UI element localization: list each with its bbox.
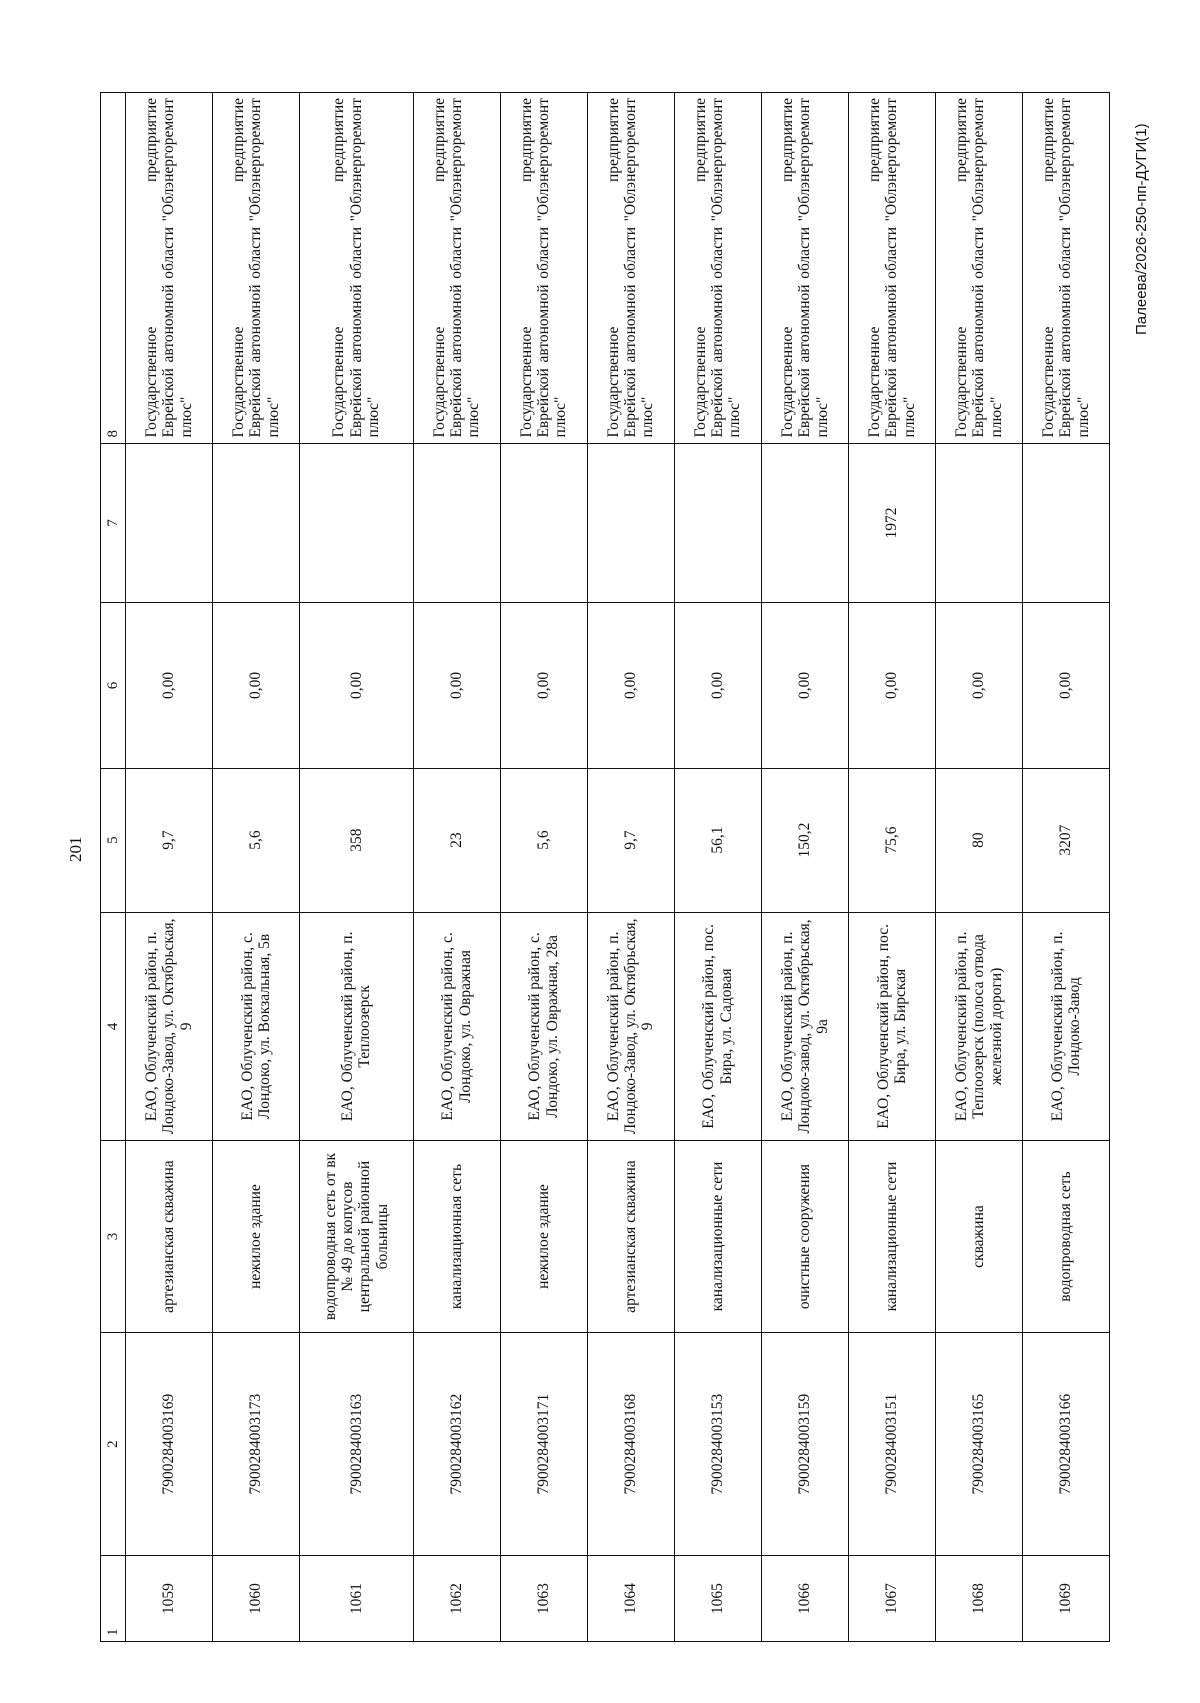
holder-word: Государственное [952, 326, 970, 438]
registry-table [100, 92, 1110, 1642]
row-number-cell: 1065 [674, 1556, 761, 1642]
table-row [761, 93, 848, 1642]
table-row [126, 93, 213, 1642]
table-row [935, 93, 1022, 1642]
year-cell [300, 443, 414, 603]
value-cell: 0,00 [587, 603, 674, 768]
value-cell: 0,00 [761, 603, 848, 768]
year-cell [935, 443, 1022, 603]
holder-rest: Еврейской автономной области "Облэнергоремонт плюс" [796, 98, 831, 438]
address-cell: ЕАО, Облученский район, с. Лондоко, ул. Овражная, 28а [500, 912, 587, 1141]
page-number: 201 [66, 836, 85, 862]
year-cell [587, 443, 674, 603]
size-cell: 9,7 [587, 768, 674, 912]
registry-id-cell: 7900284003173 [213, 1332, 300, 1555]
row-number-cell: 1069 [1022, 1556, 1109, 1642]
size-cell: 5,6 [500, 768, 587, 912]
table-row [1022, 93, 1109, 1642]
holder-word: предприятие [430, 98, 448, 183]
registry-id-cell: 7900284003168 [587, 1332, 674, 1555]
value-cell: 0,00 [413, 603, 500, 768]
holder-line-1 [431, 98, 448, 438]
table-row [587, 93, 674, 1642]
table-row [413, 93, 500, 1642]
year-cell [413, 443, 500, 603]
row-number-cell: 1064 [587, 1556, 674, 1642]
year-cell [674, 443, 761, 603]
holder-word: предприятие [1039, 98, 1057, 183]
holder-rest: Еврейской автономной области "Облэнергоремонт плюс" [347, 98, 383, 438]
value-cell: 0,00 [935, 603, 1022, 768]
column-number: 7 [101, 443, 126, 603]
holder-word: предприятие [604, 98, 622, 183]
row-number-cell: 1061 [300, 1556, 414, 1642]
object-name-cell: очистные сооружения [761, 1141, 848, 1333]
address-cell: ЕАО, Облученский район, п. Лондоко-завод, ул. Октябрьская, 9а [761, 912, 848, 1141]
table-row [500, 93, 587, 1642]
holder-rest: Еврейской автономной области "Облэнергоремонт плюс" [447, 98, 483, 438]
holder-cell [300, 93, 414, 444]
registry-id-cell: 7900284003159 [761, 1332, 848, 1555]
holder-word: предприятие [778, 98, 796, 183]
row-number-cell: 1062 [413, 1556, 500, 1642]
address-cell: ЕАО, Облученский район, п. Лондоко-Завод [1022, 912, 1109, 1141]
holder-rest: Еврейской автономной области "Облэнергоремонт плюс" [1057, 98, 1092, 438]
row-number-cell: 1067 [848, 1556, 935, 1642]
holder-word: предприятие [952, 98, 970, 183]
row-number-cell: 1063 [500, 1556, 587, 1642]
holder-rest: Еврейской автономной области "Облэнергоремонт плюс" [622, 98, 657, 438]
holder-rest: Еврейской автономной области "Облэнергоремонт плюс" [709, 98, 744, 438]
address-cell: ЕАО, Облученский район, п. Теплоозерск [300, 912, 414, 1141]
object-name-cell: нежилое здание [500, 1141, 587, 1333]
holder-rest: Еврейской автономной области "Облэнергоремонт плюс" [535, 98, 570, 438]
year-cell [500, 443, 587, 603]
table-row [674, 93, 761, 1642]
holder-cell [213, 93, 300, 444]
year-cell [761, 443, 848, 603]
value-cell: 0,00 [848, 603, 935, 768]
holder-line-1 [866, 98, 883, 438]
size-cell: 358 [300, 768, 414, 912]
holder-line-1 [692, 98, 709, 438]
holder-cell [674, 93, 761, 444]
column-number: 4 [101, 912, 126, 1141]
table-row [848, 93, 935, 1642]
holder-rest: Еврейской автономной области "Облэнергоремонт плюс" [970, 98, 1005, 438]
address-cell: ЕАО, Облученский район, пос. Бира, ул. Бирская [848, 912, 935, 1141]
holder-word: Государственное [1039, 326, 1057, 438]
holder-word: предприятие [865, 98, 883, 183]
registry-id-cell: 7900284003171 [500, 1332, 587, 1555]
size-cell: 23 [413, 768, 500, 912]
holder-word: Государственное [330, 326, 348, 438]
registry-id-cell: 7900284003169 [126, 1332, 213, 1555]
holder-word: предприятие [142, 98, 160, 183]
size-cell: 3207 [1022, 768, 1109, 912]
registry-id-cell: 7900284003166 [1022, 1332, 1109, 1555]
year-cell [213, 443, 300, 603]
year-cell: 1972 [848, 443, 935, 603]
column-number: 6 [101, 603, 126, 768]
value-cell: 0,00 [126, 603, 213, 768]
column-number: 3 [101, 1141, 126, 1333]
holder-word: Государственное [142, 326, 160, 438]
size-cell: 80 [935, 768, 1022, 912]
holder-word: предприятие [691, 98, 709, 183]
registry-id-cell: 7900284003153 [674, 1332, 761, 1555]
holder-line-1 [230, 98, 247, 438]
year-cell [1022, 443, 1109, 603]
holder-cell [1022, 93, 1109, 444]
registry-table-container [100, 92, 1110, 1642]
year-cell [126, 443, 213, 603]
size-cell: 5,6 [213, 768, 300, 912]
holder-word: предприятие [330, 98, 348, 183]
holder-line-1 [330, 98, 347, 438]
size-cell: 56,1 [674, 768, 761, 912]
holder-line-1 [1040, 98, 1057, 438]
holder-cell [761, 93, 848, 444]
value-cell: 0,00 [674, 603, 761, 768]
value-cell: 0,00 [300, 603, 414, 768]
row-number-cell: 1060 [213, 1556, 300, 1642]
object-name-cell: нежилое здание [213, 1141, 300, 1333]
address-cell: ЕАО, Облученский район, п. Лондоко-Завод, ул. Октябрьская, 9 [126, 912, 213, 1141]
holder-word: предприятие [230, 98, 248, 183]
holder-rest: Еврейской автономной области "Облэнергоремонт плюс" [883, 98, 918, 438]
address-cell: ЕАО, Облученский район, пос. Бира, ул. Садовая [674, 912, 761, 1141]
holder-line-1 [518, 98, 535, 438]
holder-line-1 [143, 98, 160, 438]
size-cell: 75,6 [848, 768, 935, 912]
object-name-cell: водопроводная сеть от вк № 49 до копусов центральной районной больницы [300, 1141, 414, 1333]
column-number: 2 [101, 1332, 126, 1555]
registry-table-body [126, 93, 1110, 1642]
object-name-cell: артезианская скважина [126, 1141, 213, 1333]
document-id: Палеева/2026-250-пп-ДУГИ(1) [1133, 123, 1150, 335]
value-cell: 0,00 [1022, 603, 1109, 768]
column-number: 1 [101, 1556, 126, 1642]
object-name-cell: канализационные сети [848, 1141, 935, 1333]
size-cell: 150,2 [761, 768, 848, 912]
value-cell: 0,00 [500, 603, 587, 768]
holder-line-1 [953, 98, 970, 438]
column-number: 5 [101, 768, 126, 912]
object-name-cell: водопроводная сеть [1022, 1141, 1109, 1333]
holder-line-1 [779, 98, 796, 438]
registry-id-cell: 7900284003151 [848, 1332, 935, 1555]
holder-cell [848, 93, 935, 444]
holder-word: Государственное [430, 326, 448, 438]
row-number-cell: 1068 [935, 1556, 1022, 1642]
size-cell: 9,7 [126, 768, 213, 912]
holder-word: Государственное [604, 326, 622, 438]
holder-cell [587, 93, 674, 444]
address-cell: ЕАО, Облученский район, с. Лондоко, ул. Вокзальная, 5в [213, 912, 300, 1141]
registry-id-cell: 7900284003162 [413, 1332, 500, 1555]
holder-word: Государственное [865, 326, 883, 438]
holder-word: предприятие [517, 98, 535, 183]
holder-cell [935, 93, 1022, 444]
row-number-cell: 1066 [761, 1556, 848, 1642]
row-number-cell: 1059 [126, 1556, 213, 1642]
holder-rest: Еврейской автономной области "Облэнергоремонт плюс" [247, 98, 282, 438]
holder-rest: Еврейской автономной области "Облэнергоремонт плюс" [160, 98, 195, 438]
value-cell: 0,00 [213, 603, 300, 768]
registry-id-cell: 7900284003163 [300, 1332, 414, 1555]
table-row [213, 93, 300, 1642]
holder-cell [413, 93, 500, 444]
holder-word: Государственное [691, 326, 709, 438]
column-number-row [101, 93, 126, 1642]
object-name-cell: канализационная сеть [413, 1141, 500, 1333]
address-cell: ЕАО, Облученский район, п. Теплоозерск (полоса отвода железной дороги) [935, 912, 1022, 1141]
column-number: 8 [101, 93, 126, 444]
object-name-cell: артезианская скважина [587, 1141, 674, 1333]
registry-id-cell: 7900284003165 [935, 1332, 1022, 1555]
address-cell: ЕАО, Облученский район, с. Лондоко, ул. Овражная [413, 912, 500, 1141]
object-name-cell: канализационные сети [674, 1141, 761, 1333]
holder-cell [126, 93, 213, 444]
table-row [300, 93, 414, 1642]
holder-cell [500, 93, 587, 444]
holder-word: Государственное [230, 326, 248, 438]
address-cell: ЕАО, Облученский район, п. Лондоко-Завод, ул. Октябрьская, 9 [587, 912, 674, 1141]
holder-line-1 [605, 98, 622, 438]
holder-word: Государственное [517, 326, 535, 438]
object-name-cell: скважина [935, 1141, 1022, 1333]
holder-word: Государственное [778, 326, 796, 438]
